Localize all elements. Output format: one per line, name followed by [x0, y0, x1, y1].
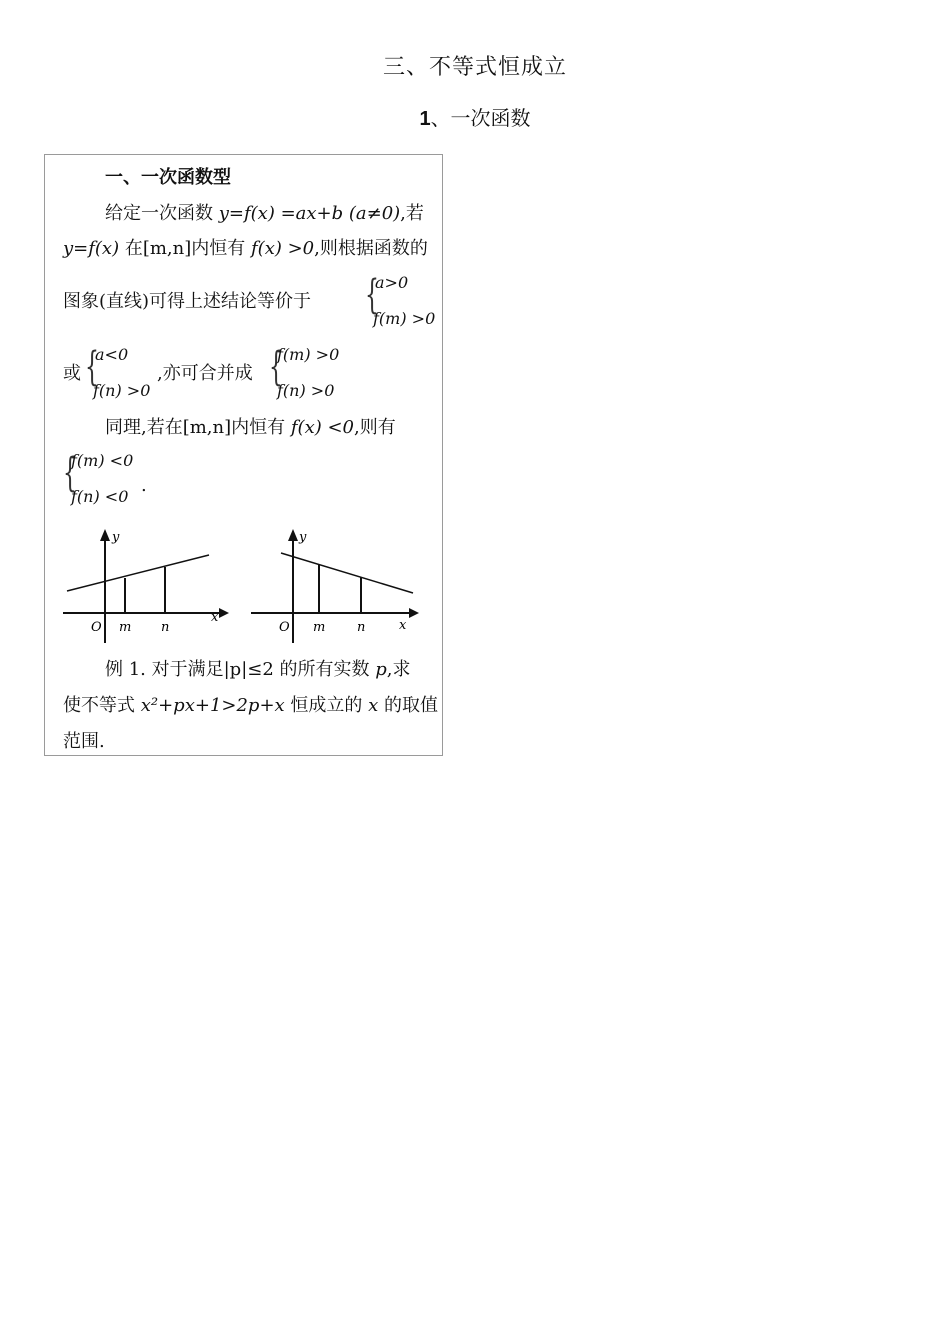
- section-number: 1: [419, 108, 431, 130]
- line-5: [105, 419, 396, 437]
- graph-1-x-label: x: [211, 610, 219, 625]
- line-1-formula: y=f(x) =ax+b (a≠0): [218, 203, 401, 224]
- graph-2-origin-label: O: [279, 620, 290, 635]
- example-line-2: [63, 697, 438, 715]
- page-title: 三、不等式恒成立: [382, 55, 567, 80]
- line-5-text-a: 同理,若在[m,n]内恒有: [105, 417, 286, 438]
- graph-decreasing: [247, 527, 419, 647]
- line-1: [105, 205, 424, 223]
- section-label: 、一次函数: [430, 106, 531, 130]
- system-2-bottom: f(n) >0: [93, 381, 151, 400]
- line-1-tail: ,若: [400, 203, 424, 224]
- brace-3: {: [269, 344, 283, 390]
- brace-1: {: [365, 272, 379, 318]
- graph-1-line: [67, 555, 209, 591]
- graph-1-origin-label: O: [91, 620, 102, 635]
- line-2: [63, 240, 428, 258]
- line-2-text-b: ,则根据函数的: [314, 238, 428, 259]
- line-5-text-b: ,则有: [354, 417, 396, 438]
- graph-1-y-arrow: [100, 529, 110, 541]
- graph-2-n-label: n: [357, 620, 366, 635]
- system-2-top: a<0: [95, 345, 129, 364]
- example-line-3: 范围.: [63, 731, 105, 752]
- graph-1-m-label: m: [119, 620, 132, 635]
- period: .: [141, 475, 147, 496]
- example-text-c: 使不等式: [63, 695, 135, 716]
- brace-4: {: [63, 450, 77, 496]
- brace-2: {: [85, 344, 99, 390]
- graph-2-y-arrow: [288, 529, 298, 541]
- line-3: 图象(直线)可得上述结论等价于: [63, 291, 312, 312]
- section-heading: [0, 102, 950, 131]
- textbook-excerpt-image: [44, 154, 443, 756]
- graph-1-y-label: y: [112, 530, 120, 545]
- system-1-top: a>0: [375, 273, 409, 292]
- system-3-bottom: f(n) >0: [277, 381, 335, 400]
- line-2-formula-b: f(x) >0: [251, 238, 315, 259]
- graph-2-y-label: y: [299, 530, 307, 545]
- system-1-bottom: f(m) >0: [373, 309, 436, 328]
- example-line-1: [105, 661, 411, 679]
- example-var-x: x: [368, 695, 379, 716]
- or-text: 或: [63, 363, 81, 384]
- graph-2-x-label: x: [399, 618, 407, 633]
- example-var-p: p: [375, 659, 387, 680]
- excerpt-heading: 一、一次函数型: [105, 167, 231, 188]
- graph-2-m-label: m: [313, 620, 326, 635]
- example-text-d: 恒成立的: [290, 695, 363, 716]
- example-text-a: 例 1. 对于满足|p|≤2 的所有实数: [105, 659, 370, 680]
- graph-2-x-arrow: [409, 608, 419, 618]
- system-4-top: f(m) <0: [71, 451, 134, 470]
- graph-increasing: [59, 527, 229, 647]
- system-3-top: f(m) >0: [277, 345, 340, 364]
- graph-1-x-arrow: [219, 608, 229, 618]
- line-2-formula-a: y=f(x): [63, 238, 120, 259]
- graph-1-n-label: n: [161, 620, 170, 635]
- graph-2-line: [281, 553, 413, 593]
- system-4-bottom: f(n) <0: [71, 487, 129, 506]
- merge-text: ,亦可合并成: [157, 363, 253, 384]
- line-1-text: 给定一次函数: [105, 203, 213, 224]
- example-text-b: ,求: [386, 659, 411, 680]
- example-inequality: x²+px+1>2p+x: [140, 695, 285, 716]
- line-5-formula: f(x) <0: [290, 417, 355, 438]
- line-2-text-a: 在[m,n]内恒有: [124, 238, 246, 259]
- example-text-e: 的取值: [384, 695, 439, 716]
